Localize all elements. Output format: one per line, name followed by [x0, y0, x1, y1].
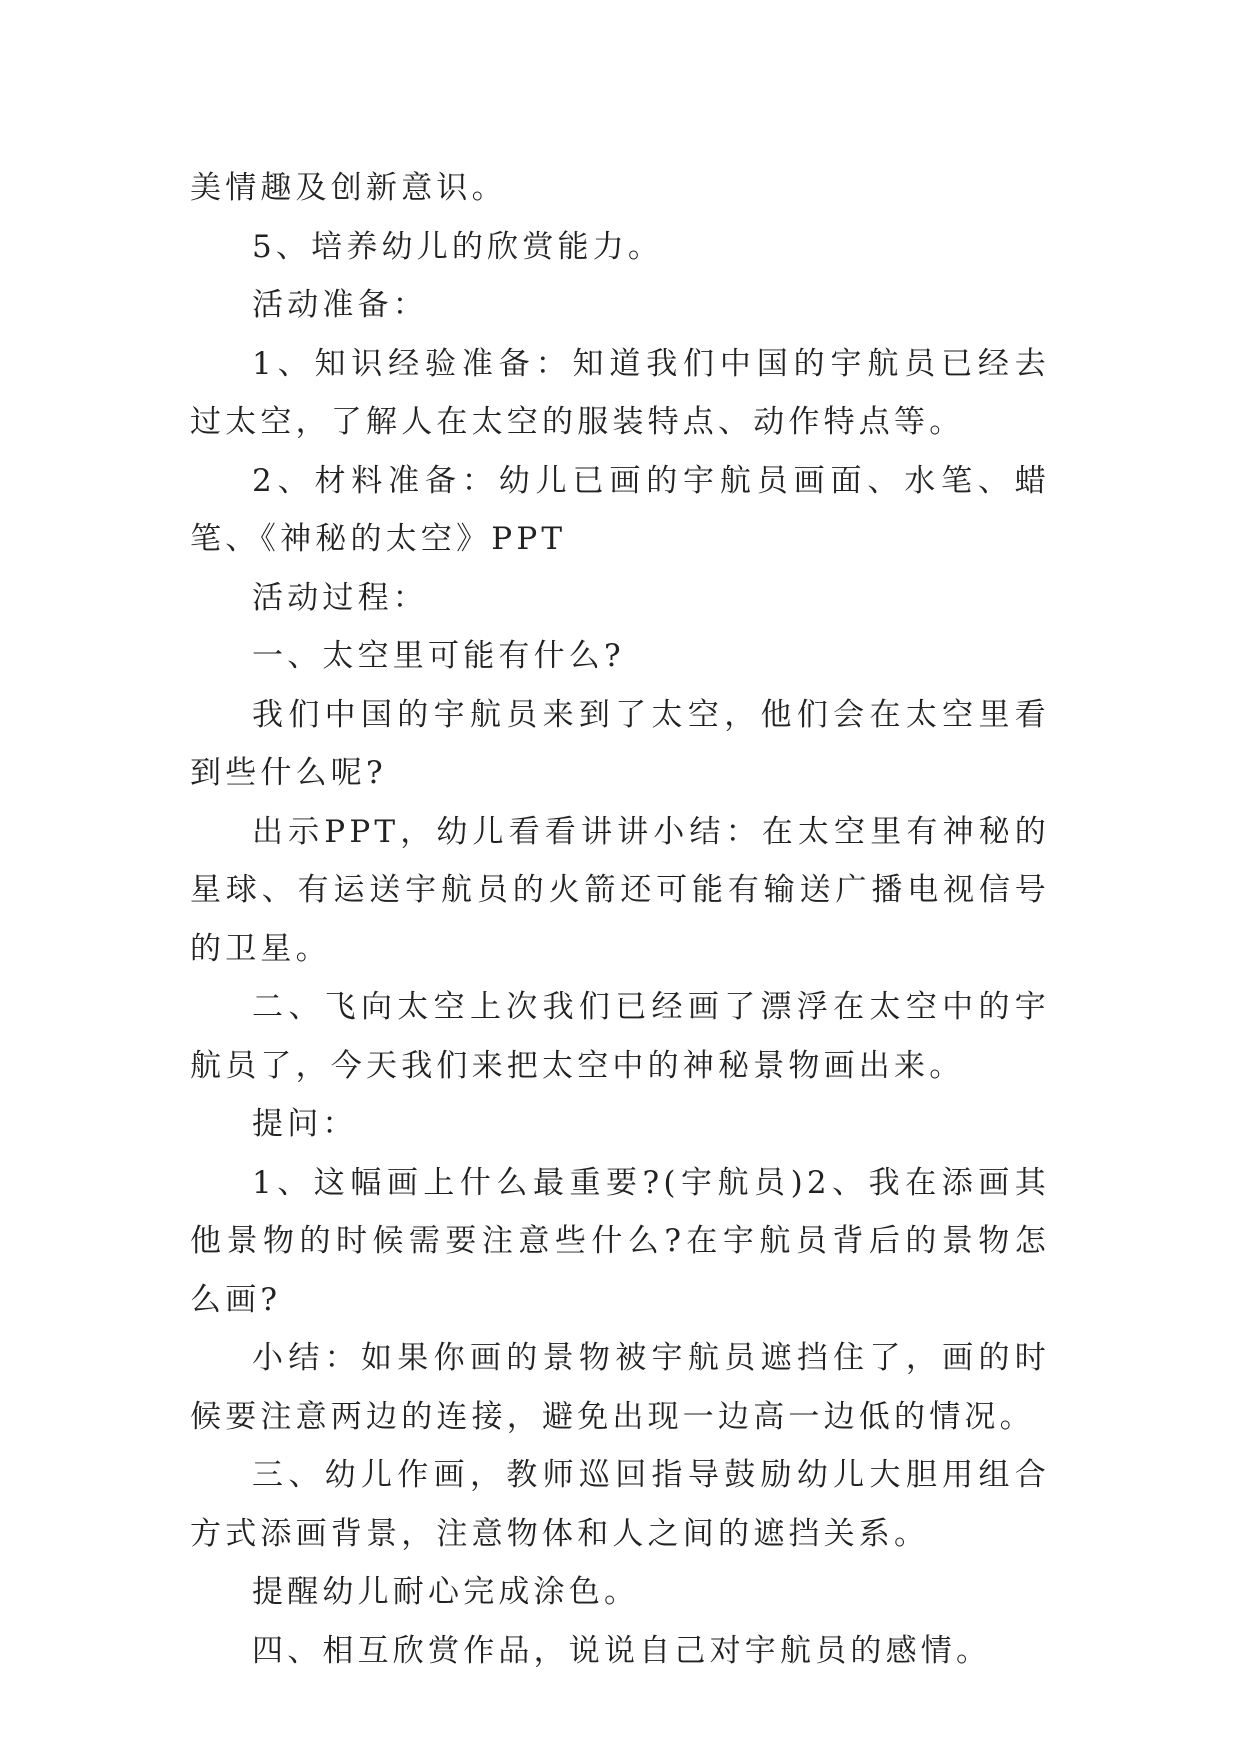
paragraph-ppt-summary: 出示PPT，幼儿看看讲讲小结：在太空里有神秘的星球、有运送宇航员的火箭还可能有输送广播电视信号的卫星。 — [190, 813, 1050, 967]
paragraph-step-4: 四、相互欣赏作品，说说自己对宇航员的感情。 — [252, 1632, 992, 1669]
heading-process: 活动过程： — [252, 579, 428, 616]
paragraph-step-1: 一、太空里可能有什么? — [252, 638, 625, 674]
paragraph-continuation: 美情趣及创新意识。 — [190, 170, 507, 206]
paragraph-reminder: 提醒幼儿耐心完成涂色。 — [252, 1574, 640, 1610]
heading-preparation: 活动准备： — [252, 287, 428, 323]
paragraph-knowledge-prep: 1、知识经验准备：知道我们中国的宇航员已经去过太空，了解人在太空的服装特点、动作特点等。 — [190, 345, 1050, 440]
paragraph-question: 我们中国的宇航员来到了太空，他们会在太空里看到些什么呢? — [190, 696, 1050, 791]
paragraph-questions-list: 1、这幅画上什么最重要?(宇航员)2、我在添画其他景物的时候需要注意些什么?在宇航员背后的景物怎么画? — [190, 1164, 1050, 1318]
paragraph-step-3: 三、幼儿作画，教师巡回指导鼓励幼儿大胆用组合方式添画背景，注意物体和人之间的遮挡关系。 — [190, 1457, 1050, 1552]
paragraph-goal-5: 5、培养幼儿的欣赏能力。 — [252, 228, 664, 265]
paragraph-summary: 小结：如果你画的景物被宇航员遮挡住了，画的时候要注意两边的连接，避免出现一边高一边低的情况。 — [190, 1340, 1050, 1435]
heading-questions: 提问： — [252, 1106, 358, 1142]
paragraph-material-prep: 2、材料准备：幼儿已画的宇航员画面、水笔、蜡笔、《神秘的太空》PPT — [190, 462, 1050, 557]
paragraph-step-2: 二、飞向太空上次我们已经画了漂浮在太空中的宇航员了，今天我们来把太空中的神秘景物画出来。 — [190, 989, 1050, 1084]
document-body — [190, 159, 1050, 1680]
